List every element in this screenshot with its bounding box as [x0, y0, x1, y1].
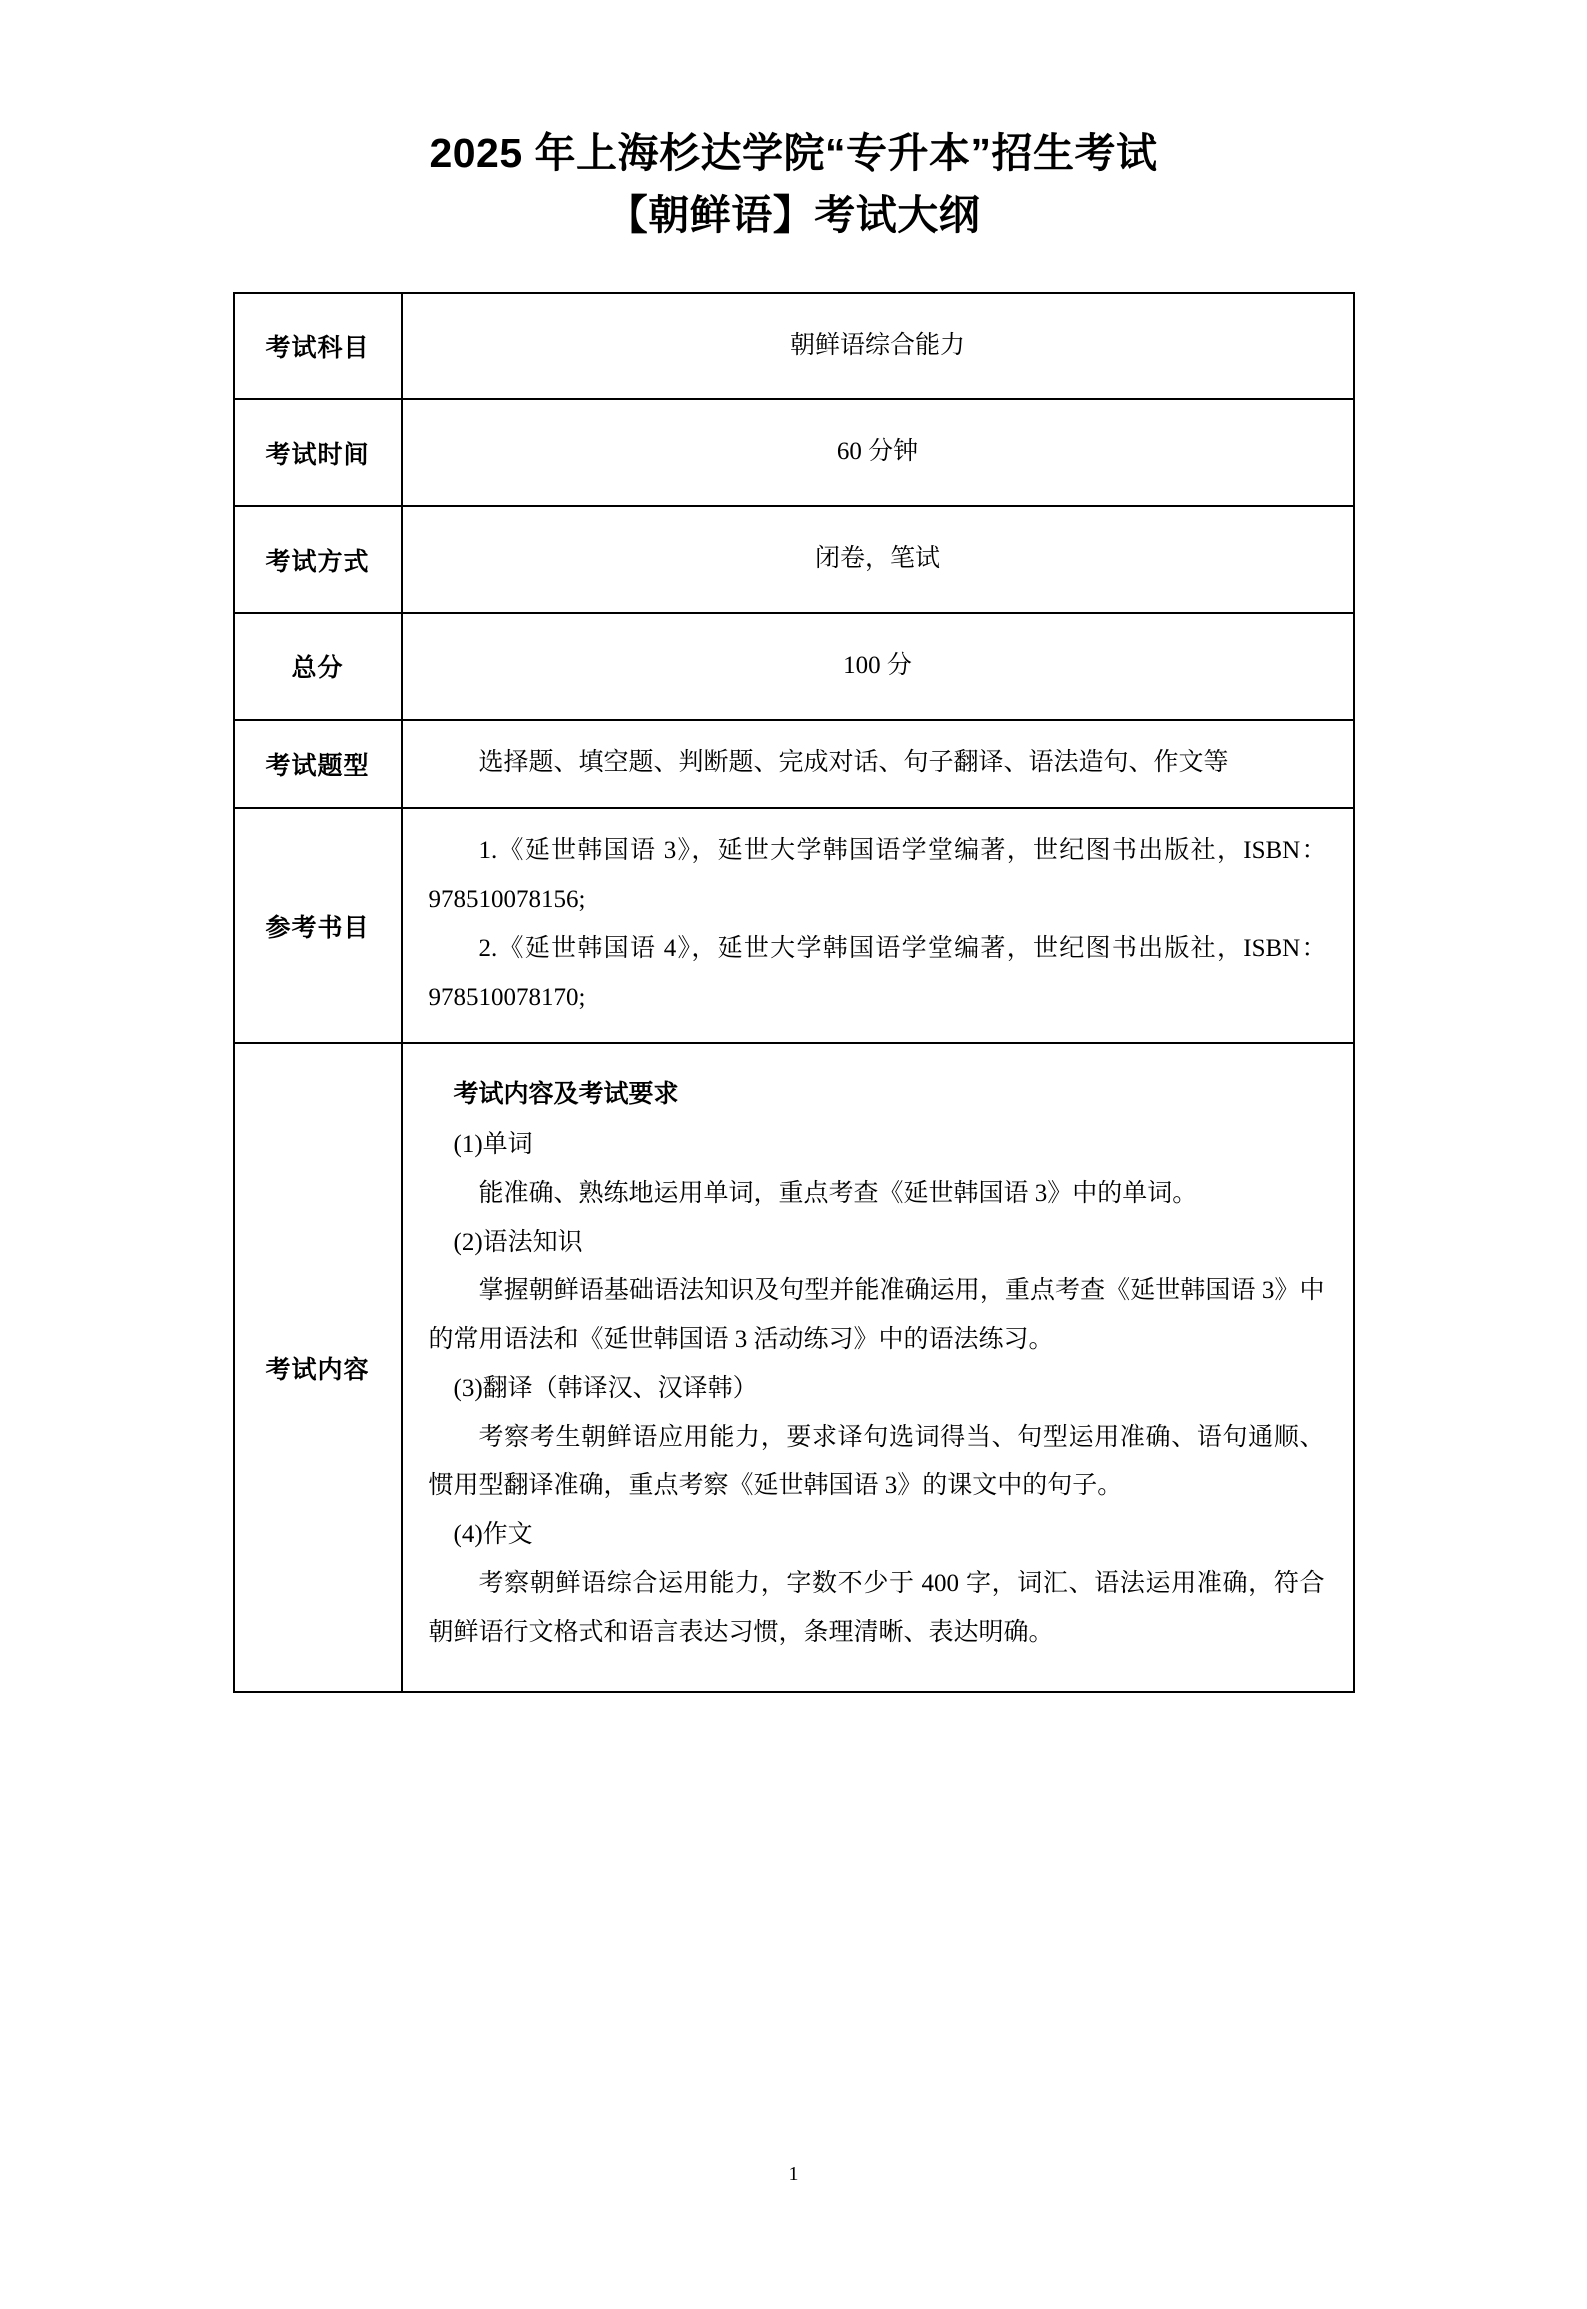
page-title-line-2: 【朝鲜语】考试大纲 [606, 192, 981, 239]
row-value-references [402, 808, 1354, 1043]
table-row [234, 808, 1354, 1043]
section-body-composition: 考察朝鲜语综合运用能力，字数不少于 400 字，词汇、语法运用准确，符合朝鲜语行文格式和语言表达习惯，条理清晰、表达明确。 [428, 1569, 1325, 1646]
table-row [234, 720, 1354, 809]
table-row [234, 506, 1354, 613]
exam-content-heading: 考试内容及考试要求 [453, 1080, 679, 1109]
page-number: 1 [788, 2163, 799, 2185]
row-label-method: 考试方式 [234, 506, 402, 613]
row-label-duration: 考试时间 [234, 399, 402, 506]
page-title [0, 0, 1587, 247]
section-title-vocabulary: (1)单词 [453, 1131, 533, 1159]
page-title-line-1: 2025 年上海杉达学院“专升本”招生考试 [429, 130, 1158, 176]
reference-item: 2.《延世韩国语 4》，延世大学韩国语学堂编著，世纪图书出版社，ISBN：978510078170; [428, 934, 1327, 1011]
row-value-exam-content [402, 1043, 1354, 1692]
row-label-exam-content: 考试内容 [234, 1043, 402, 1692]
row-label-subject: 考试科目 [234, 293, 402, 400]
table-row [234, 613, 1354, 720]
section-title-grammar: (2)语法知识 [453, 1228, 583, 1256]
exam-outline-table [233, 292, 1355, 1694]
row-value-duration: 60 分钟 [402, 399, 1354, 506]
section-body-translation: 考察考生朝鲜语应用能力，要求译句选词得当、句型运用准确、语句通顺、惯用型翻译准确，重点考察《延世韩国语 3》的课文中的句子。 [428, 1423, 1325, 1500]
row-value-total-score: 100 分 [402, 613, 1354, 720]
section-body-grammar: 掌握朝鲜语基础语法知识及句型并能准确运用，重点考查《延世韩国语 3》中的常用语法和《延世韩国语 3 活动练习》中的语法练习。 [428, 1277, 1325, 1354]
reference-item: 1.《延世韩国语 3》，延世大学韩国语学堂编著，世纪图书出版社，ISBN：978510078156; [428, 837, 1327, 914]
row-label-references: 参考书目 [234, 808, 402, 1043]
table-row [234, 293, 1354, 400]
row-label-total-score: 总分 [234, 613, 402, 720]
row-value-method: 闭卷，笔试 [402, 506, 1354, 613]
section-title-translation: (3)翻译（韩译汉、汉译韩） [453, 1374, 758, 1402]
table-row [234, 399, 1354, 506]
question-types-text: 选择题、填空题、判断题、完成对话、句子翻译、语法造句、作文等 [478, 748, 1229, 776]
row-label-question-types: 考试题型 [234, 720, 402, 809]
row-value-subject: 朝鲜语综合能力 [402, 293, 1354, 400]
table-row [234, 1043, 1354, 1692]
section-title-composition: (4)作文 [453, 1521, 533, 1549]
row-value-question-types [402, 720, 1354, 809]
section-body-vocabulary: 能准确、熟练地运用单词，重点考查《延世韩国语 3》中的单词。 [478, 1179, 1198, 1207]
